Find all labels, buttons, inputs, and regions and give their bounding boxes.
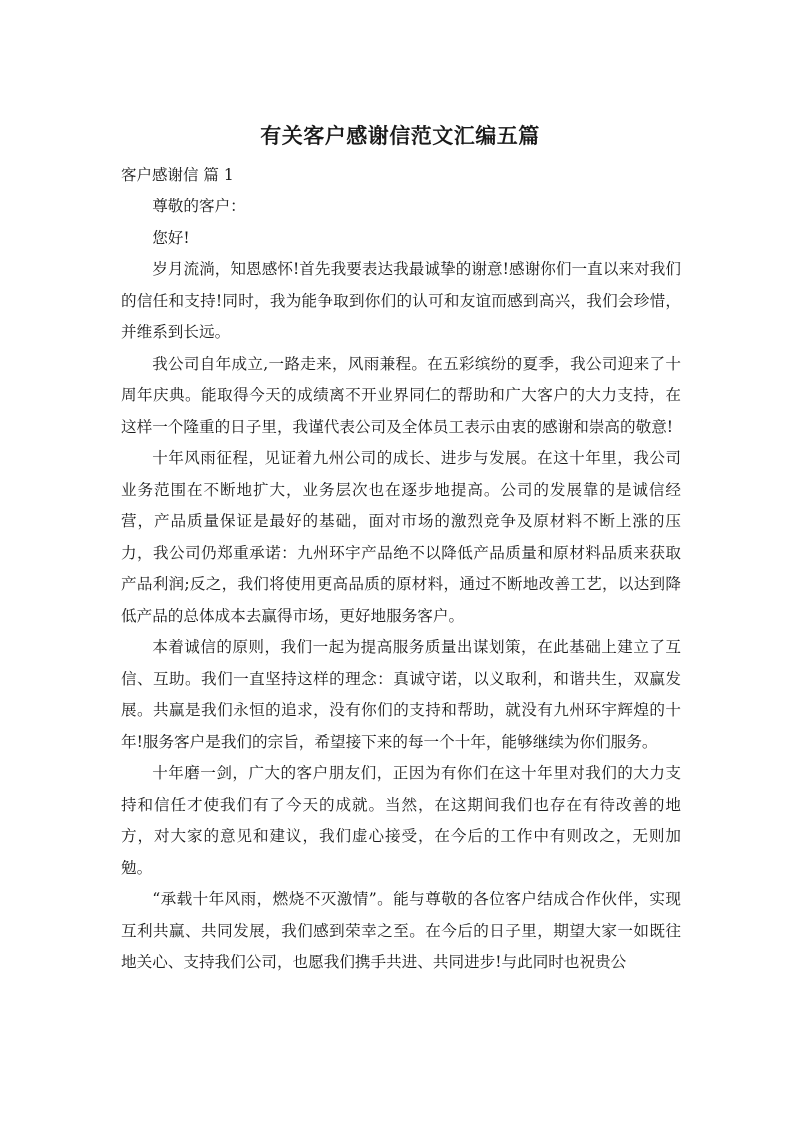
letter-body: [121, 191, 681, 979]
paragraph: 我公司自年成立,一路走来，风雨兼程。在五彩缤纷的夏季，我公司迎来了十周年庆典。能取得今天的成绩离不开业界同仁的帮助和广大客户的大力支持，在这样一个隆重的日子里，我谨代表公司及全体员工表示由衷的感谢和崇高的敬意!: [121, 354, 681, 436]
paragraph: 十年磨一剑，广大的客户朋友们，正因为有你们在这十年里对我们的大力支持和信任才使我们有了今天的成就。当然，在这期间我们也存在有待改善的地方，对大家的意见和建议，我们虚心接受，在今后的工作中有则改之，无则加勉。: [121, 764, 681, 877]
paragraph: 岁月流淌，知恩感怀!首先我要表达我最诚挚的谢意!感谢你们一直以来对我们的信任和支持!同时，我为能争取到你们的认可和友谊而感到高兴，我们会珍惜，并维系到长远。: [121, 260, 681, 341]
salutation: 尊敬的客户：: [152, 197, 246, 215]
greeting: 您好!: [152, 228, 190, 247]
paragraph: “承载十年风雨，燃烧不灭激情”。能与尊敬的各位客户结成合作伙伴，实现互利共赢、共同发展，我们感到荣幸之至。在今后的日子里，期望大家一如既往地关心、支持我们公司，也愿我们携手共进、共同进步!与此同时也祝贵公: [121, 890, 681, 971]
paragraph: 十年风雨征程，见证着九州公司的成长、进步与发展。在这十年里，我公司业务范围在不断地扩大，业务层次也在逐步地提高。公司的发展靠的是诚信经营，产品质量保证是最好的基础，面对市场的激烈竞争及原材料不断上涨的压力，我公司仍郑重承诺：九州环宇产品绝不以降低产品质量和原材料品质来获取产品利润;反之，我们将使用更高品质的原材料，通过不断地改善工艺，以达到降低产品的总体成本去赢得市场，更好地服务客户。: [121, 449, 681, 625]
document-title: 有关客户感谢信范文汇编五篇: [260, 124, 540, 148]
section-label: 客户感谢信 篇 1: [121, 166, 234, 184]
paragraph: 本着诚信的原则，我们一起为提高服务质量出谋划策，在此基础上建立了互信、互助。我们一直坚持这样的理念：真诚守诺，以义取利，和谐共生，双赢发展。共赢是我们永恒的追求，没有你们的支持和帮助，就没有九州环宇辉煌的十年!服务客户是我们的宗旨，希望接下来的每一个十年，能够继续为你们服务。: [121, 638, 681, 751]
